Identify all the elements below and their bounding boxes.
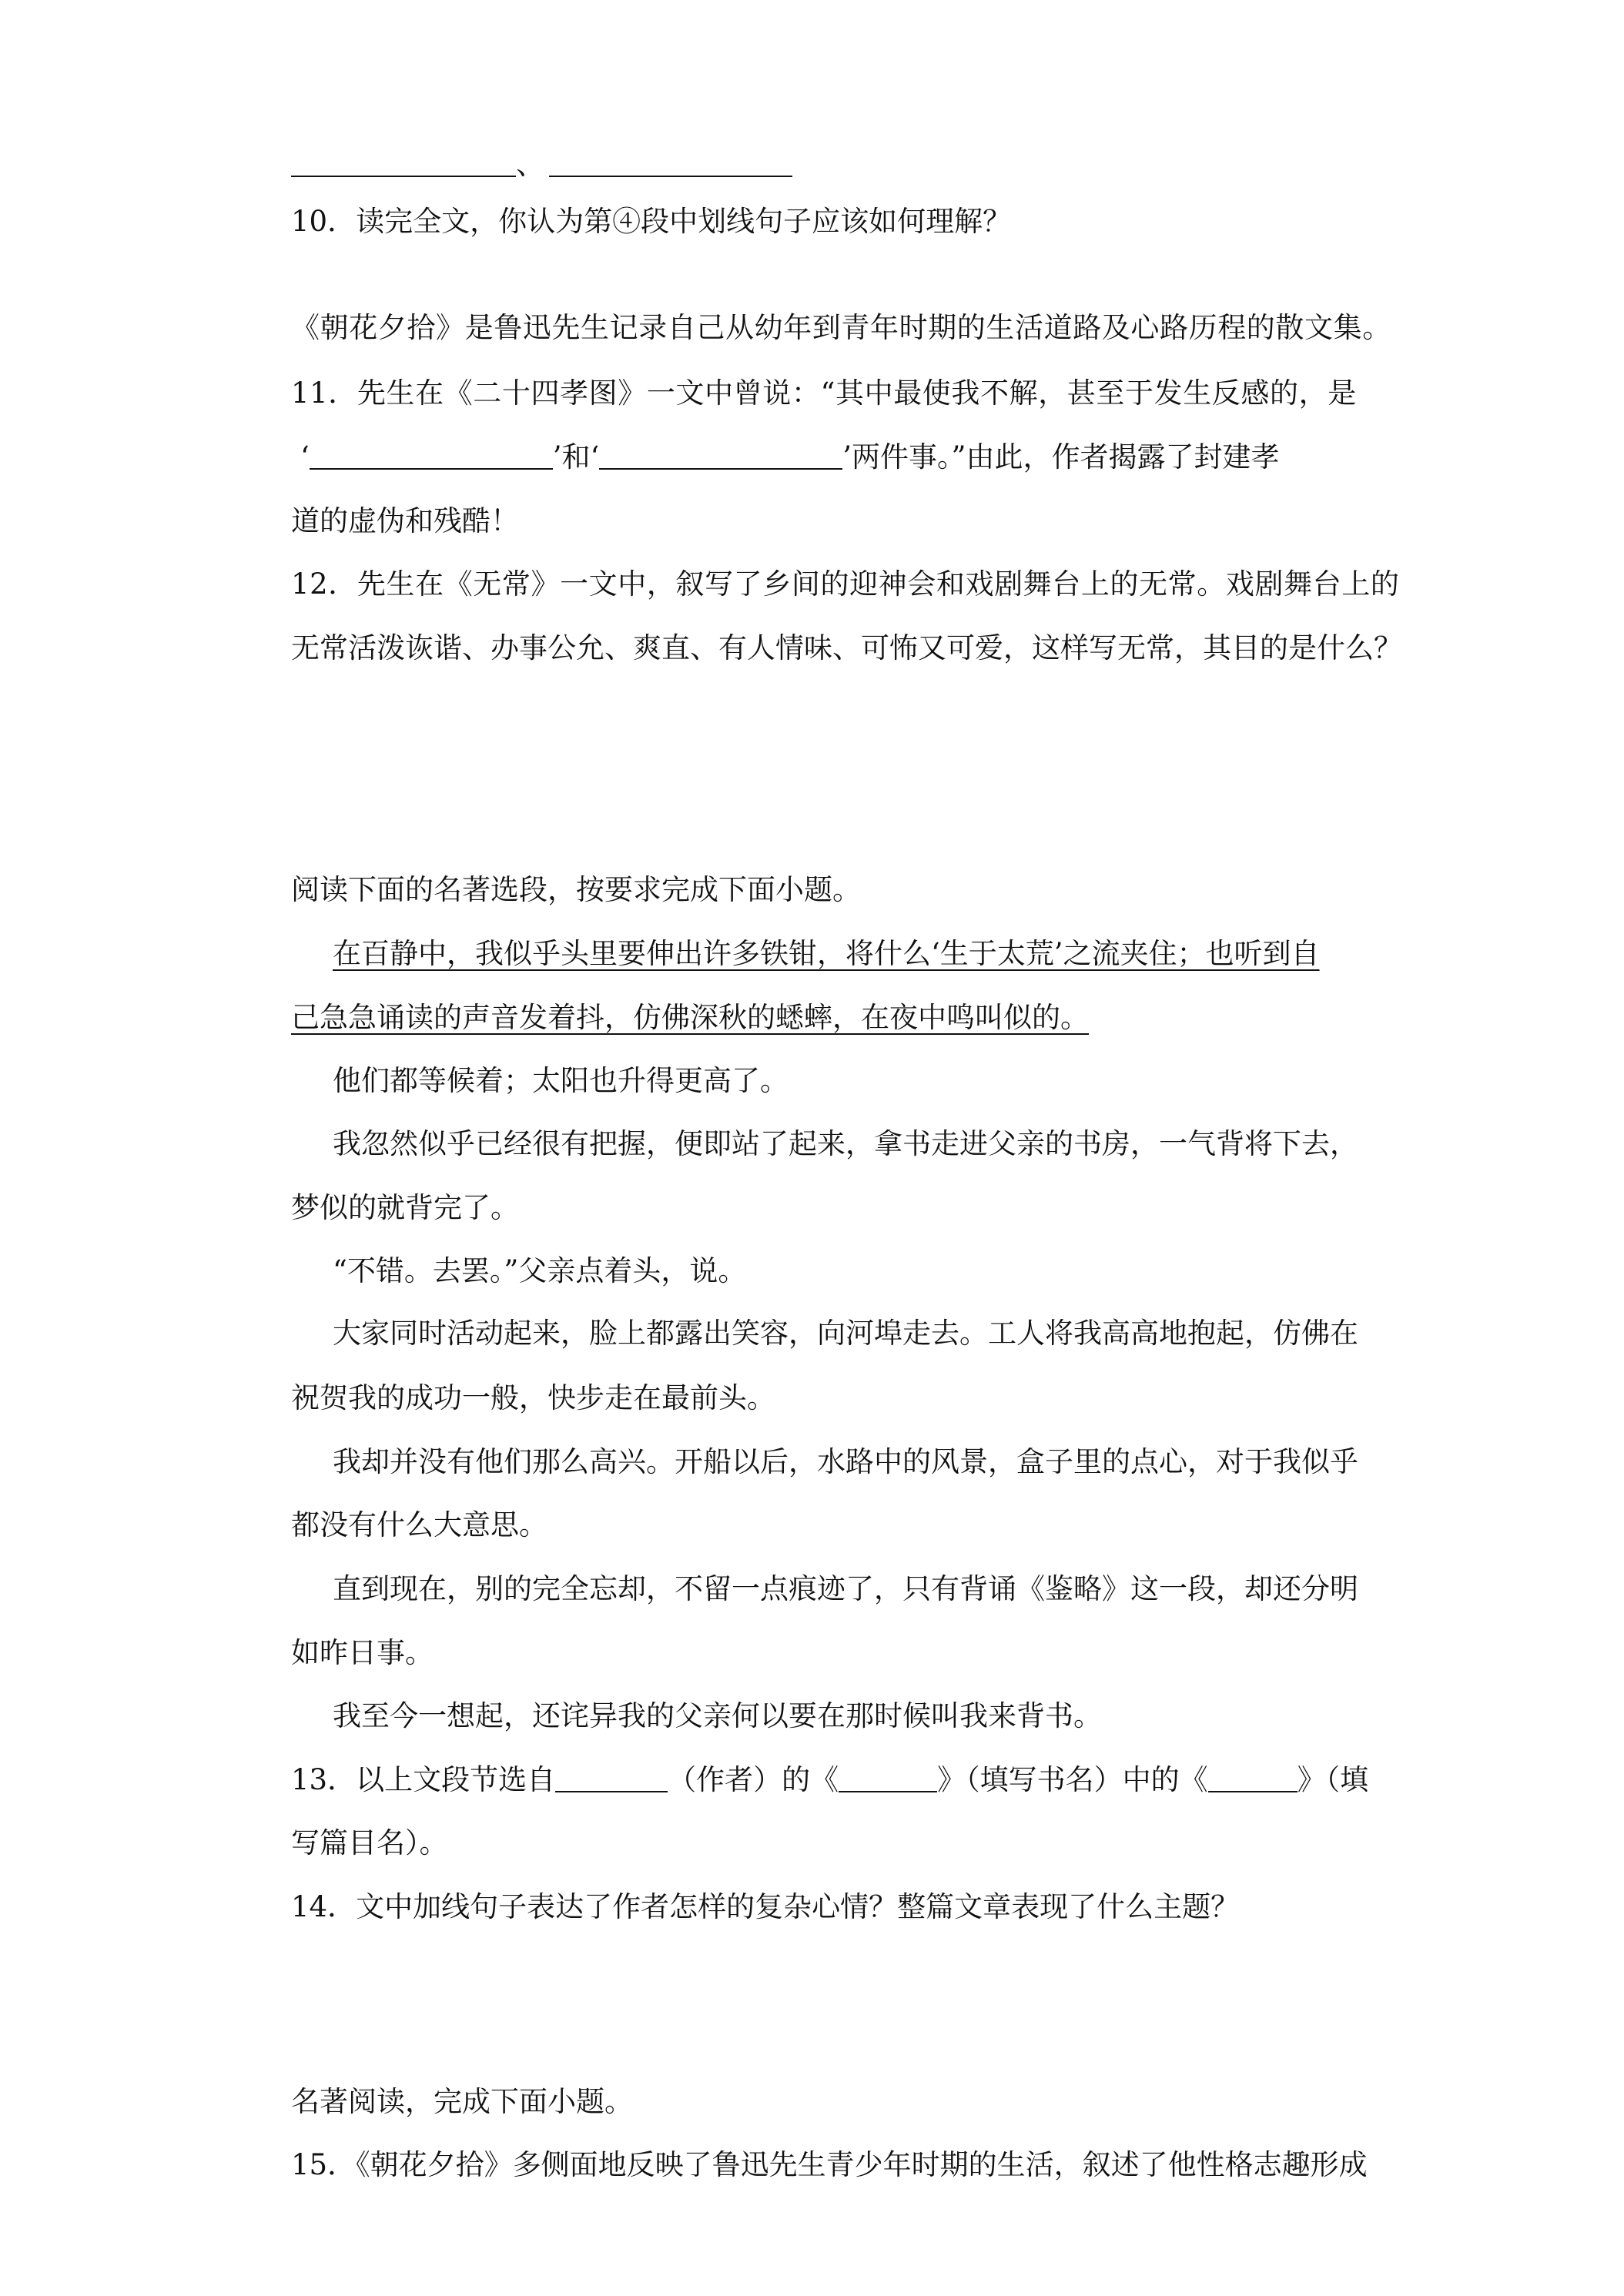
intro-classic-reading: 名著阅读，完成下面小题。 xyxy=(291,2085,633,2118)
passage-paragraph-3-line1: 我忽然似乎已经很有把握，便即站了起来，拿书走进父亲的书房，一气背将下去， xyxy=(333,1127,1358,1160)
passage-paragraph-5-line2: 祝贺我的成功一般，快步走在最前头。 xyxy=(291,1381,775,1414)
question-11-line2 xyxy=(291,439,1279,476)
answer-blank[interactable] xyxy=(310,442,553,470)
passage-paragraph-4: “不错。去罢。”父亲点着头，说。 xyxy=(333,1254,747,1287)
answer-blank[interactable] xyxy=(599,442,842,470)
passage-underlined-line1: 在百静中，我似乎头里要伸出许多铁钳，将什么‘生于太荒’之流夹住；也听到自 xyxy=(333,937,1320,970)
q13-part4: 》（填 xyxy=(1297,1763,1369,1796)
question-15: 15．《朝花夕拾》多侧面地反映了鲁迅先生青少年时期的生活，叙述了他性格志趣形成 xyxy=(291,2148,1368,2181)
mid-quote: ’和‘ xyxy=(552,440,600,474)
question-12-line1: 12．先生在《无常》一文中，叙写了乡间的迎神会和戏剧舞台上的无常。戏剧舞台上的 xyxy=(291,567,1400,601)
tail-text: ’两件事。”由此，作者揭露了封建孝 xyxy=(842,440,1280,474)
question-10: 10．读完全文，你认为第④段中划线句子应该如何理解？ xyxy=(291,205,1012,238)
question-12-line2: 无常活泼诙谐、办事公允、爽直、有人情味、可怖又可爱，这样写无常，其目的是什么？ xyxy=(291,631,1402,664)
answer-blanks-row xyxy=(291,146,792,183)
q13-part2: （作者）的《 xyxy=(668,1763,839,1796)
passage-paragraph-8: 我至今一想起，还诧异我的父亲何以要在那时候叫我来背书。 xyxy=(333,1699,1102,1732)
q13-part3: 》（填写书名）中的《 xyxy=(937,1763,1208,1796)
question-13-line2: 写篇目名）。 xyxy=(291,1826,448,1859)
question-11-line1: 11．先生在《二十四孝图》一文中曾说：“其中最使我不解，甚至于发生反感的，是 xyxy=(291,377,1357,410)
open-quote: ‘ xyxy=(300,440,310,474)
passage-paragraph-7-line1: 直到现在，别的完全忘却，不留一点痕迹了，只有背诵《鉴略》这一段，却还分明 xyxy=(333,1572,1358,1605)
passage-paragraph-6-line2: 都没有什么大意思。 xyxy=(291,1508,547,1541)
q13-prefix: 13．以上文段节选自 xyxy=(291,1763,556,1796)
answer-blank[interactable] xyxy=(549,149,792,177)
answer-blank-chapter[interactable] xyxy=(1208,1765,1298,1792)
passage-paragraph-5-line1: 大家同时活动起来，脸上都露出笑容，向河埠走去。工人将我高高地抱起，仿佛在 xyxy=(333,1317,1358,1350)
intro-reading: 阅读下面的名著选段，按要求完成下面小题。 xyxy=(291,873,861,906)
answer-blank[interactable] xyxy=(291,149,516,177)
question-13-line1 xyxy=(291,1762,1368,1799)
passage-paragraph-2: 他们都等候着；太阳也升得更高了。 xyxy=(333,1064,789,1097)
intro-zhaohuaxishi: 《朝花夕拾》是鲁迅先生记录自己从幼年到青年时期的生活道路及心路历程的散文集。 xyxy=(291,311,1391,344)
passage-paragraph-6-line1: 我却并没有他们那么高兴。开船以后，水路中的风景，盒子里的点心，对于我似乎 xyxy=(333,1445,1358,1478)
answer-blank-book[interactable] xyxy=(839,1765,937,1792)
passage-paragraph-7-line2: 如昨日事。 xyxy=(291,1636,434,1669)
separator: 、 xyxy=(516,148,544,181)
passage-paragraph-3-line2: 梦似的就背完了。 xyxy=(291,1191,519,1224)
question-11-line3: 道的虚伪和残酷！ xyxy=(291,504,519,537)
answer-blank-author[interactable] xyxy=(555,1765,668,1792)
passage-underlined-line2: 己急急诵读的声音发着抖，仿佛深秋的蟋蟀，在夜中鸣叫似的。 xyxy=(291,1001,1089,1034)
question-14: 14．文中加线句子表达了作者怎样的复杂心情？整篇文章表现了什么主题？ xyxy=(291,1890,1240,1923)
